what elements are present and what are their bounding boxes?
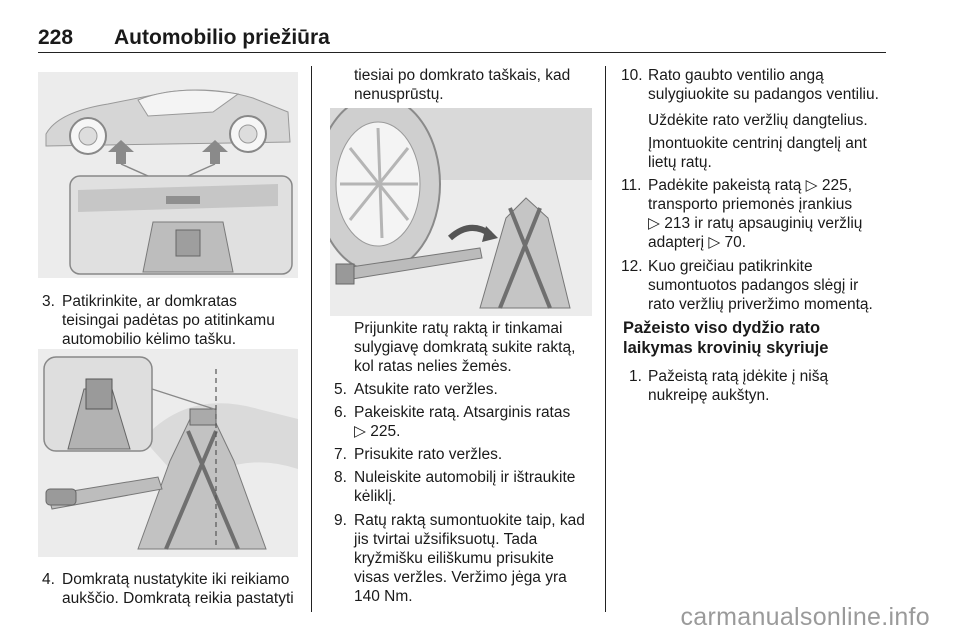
text-line: Domkratą nustatykite iki reikiamo bbox=[62, 571, 290, 588]
text-line: nenusprūstų. bbox=[354, 86, 444, 103]
text-line: kėliklį. bbox=[354, 488, 397, 505]
list-number: 4. bbox=[42, 571, 55, 588]
section-heading bbox=[623, 318, 888, 358]
text-line: kol ratas nelies žemės. bbox=[354, 358, 512, 375]
text-line: teisingai padėtas po atitinkamu bbox=[62, 312, 275, 329]
list-number: 9. bbox=[334, 512, 347, 529]
watermark: carmanualsonline.info bbox=[680, 603, 930, 631]
text-line: Pakeiskite ratą. Atsarginis ratas bbox=[354, 404, 571, 421]
list-number: 1. bbox=[629, 368, 642, 385]
text-line: lietų ratų. bbox=[648, 154, 712, 171]
text-line: ▷ 213 ir ratų apsauginių veržlių bbox=[648, 215, 863, 232]
page-title: Automobilio priežiūra bbox=[114, 26, 330, 49]
text-line: Atsukite rato veržles. bbox=[354, 381, 498, 398]
text-line: visas veržles. Veržimo jėga yra bbox=[354, 569, 567, 586]
text-line: Ratų raktą sumontuokite taip, kad bbox=[354, 512, 585, 529]
text-line: nukreipę aukštyn. bbox=[648, 387, 770, 404]
list-number: 5. bbox=[334, 381, 347, 398]
figure-jack-position bbox=[38, 349, 298, 557]
text-line: tiesiai po domkrato taškais, kad bbox=[354, 67, 571, 84]
text-line: sulygiuokite su padangos ventiliu. bbox=[648, 86, 879, 103]
text-line: Rato gaubto ventilio angą bbox=[648, 67, 824, 84]
text-line: sulygiavę domkratą sukite raktą, bbox=[354, 339, 576, 356]
text-line: Prijunkite ratų raktą ir tinkamai bbox=[354, 320, 563, 337]
text-line: Kuo greičiau patikrinkite bbox=[648, 258, 813, 275]
text-line: aukščio. Domkratą reikia pastatyti bbox=[62, 590, 294, 607]
paragraph-center-cap bbox=[648, 134, 888, 172]
heading-line: laikymas krovinių skyriuje bbox=[623, 339, 829, 357]
text-line: Patikrinkite, ar domkratas bbox=[62, 293, 237, 310]
column-divider-2 bbox=[605, 66, 606, 612]
list-number: 11. bbox=[621, 177, 642, 194]
text-line: ▷ 225. bbox=[354, 423, 401, 440]
text-line: Įmontuokite centrinį dangtelį ant bbox=[648, 135, 867, 152]
column-divider-1 bbox=[311, 66, 312, 612]
text-line: Padėkite pakeistą ratą ▷ 225, bbox=[648, 177, 853, 194]
paragraph-nut-caps bbox=[648, 111, 888, 130]
text-line: transporto priemonės įrankius bbox=[648, 196, 853, 213]
list-number: 10. bbox=[621, 67, 643, 84]
text-line: kryžmišku eiliškumu prisukite bbox=[354, 550, 554, 567]
text-line: Uždėkite rato veržlių dangtelius. bbox=[648, 112, 868, 129]
figure-car-lift-points bbox=[38, 72, 298, 278]
page-header bbox=[38, 26, 886, 53]
text-line: sumontuotos padangos slėgį ir bbox=[648, 277, 859, 294]
heading-line: Pažeisto viso dydžio rato bbox=[623, 319, 821, 337]
text-line: automobilio kėlimo tašku. bbox=[62, 331, 237, 348]
figure-wrench-on-jack bbox=[330, 108, 592, 316]
text-line: adapterį ▷ 70. bbox=[648, 234, 747, 251]
text-line: jis tvirtai užsifiksuotų. Tada bbox=[354, 531, 538, 548]
list-number: 7. bbox=[334, 446, 347, 463]
text-line: Prisukite rato veržles. bbox=[354, 446, 503, 463]
list-number: 8. bbox=[334, 469, 347, 486]
page-number: 228 bbox=[38, 26, 74, 49]
instruction-paragraph bbox=[354, 319, 599, 376]
text-line: Nuleiskite automobilį ir ištraukite bbox=[354, 469, 576, 486]
list-number: 6. bbox=[334, 404, 347, 421]
text-line: 140 Nm. bbox=[354, 588, 413, 605]
continued-text bbox=[354, 66, 599, 104]
list-number: 12. bbox=[621, 258, 643, 275]
text-line: rato veržlių priveržimo momentą. bbox=[648, 296, 873, 313]
text-line: Pažeistą ratą įdėkite į nišą bbox=[648, 368, 829, 385]
list-number: 3. bbox=[42, 293, 55, 310]
